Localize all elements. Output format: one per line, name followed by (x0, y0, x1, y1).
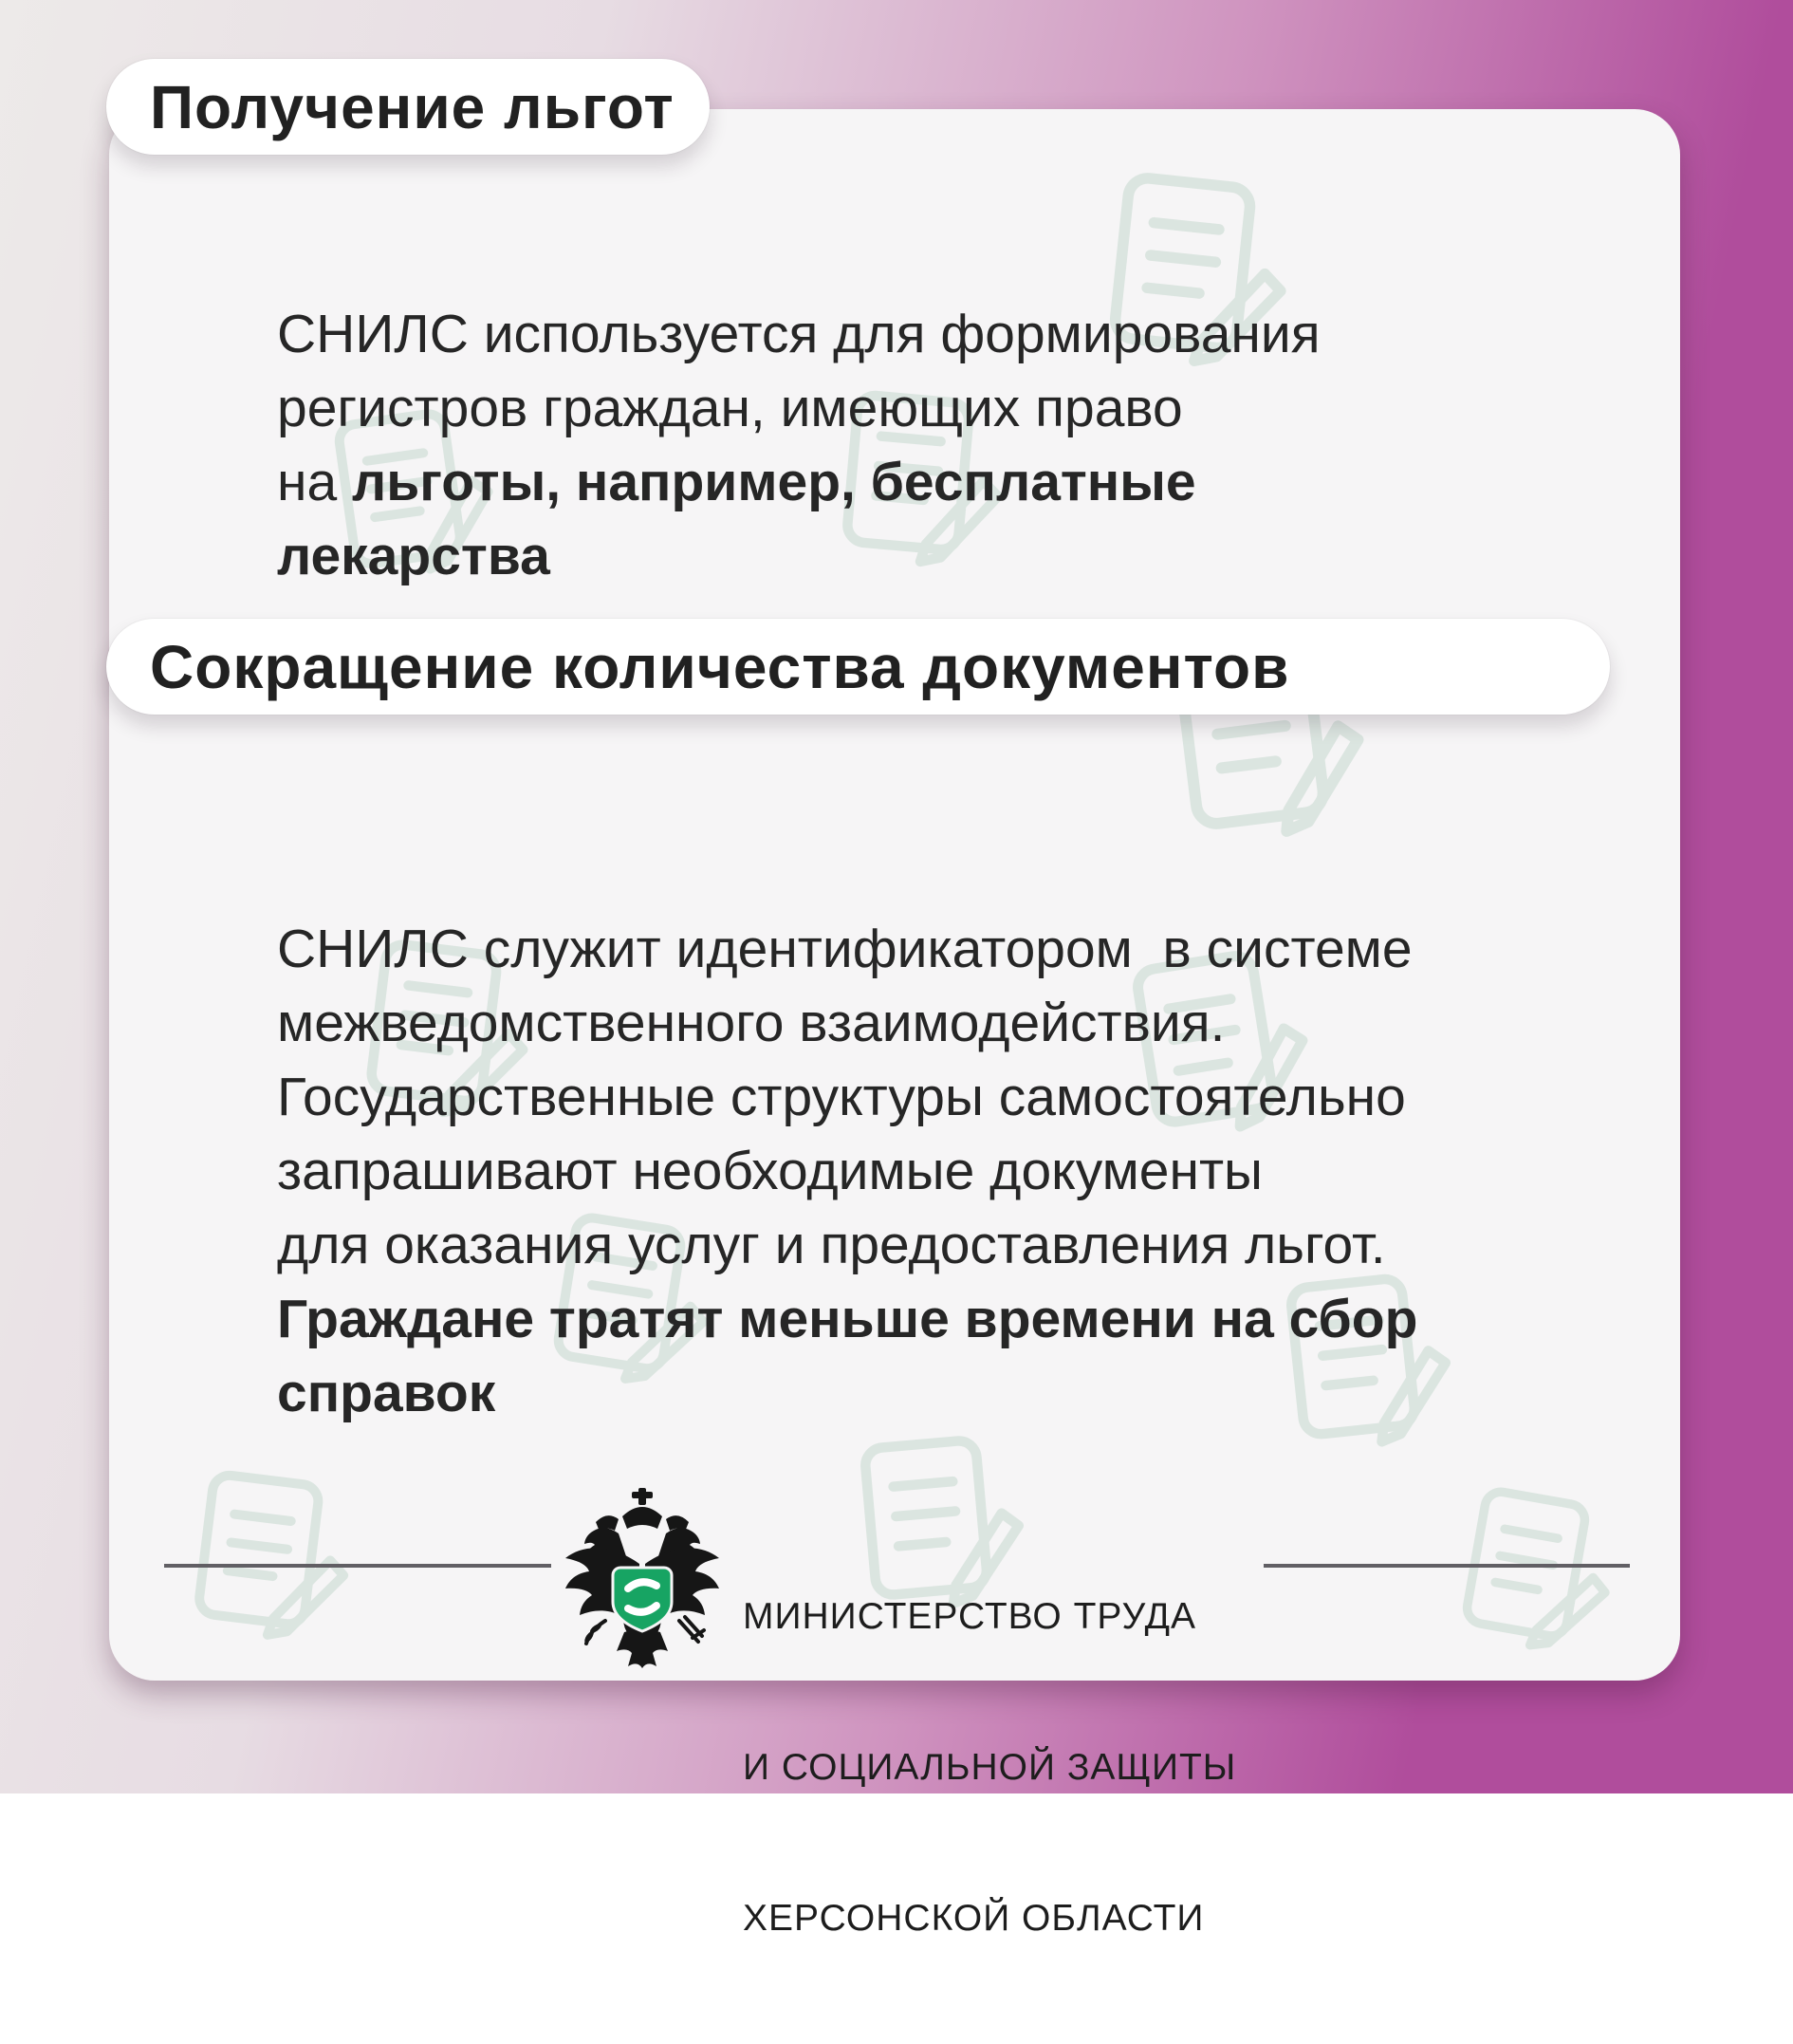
emblem-shield (613, 1568, 672, 1631)
body-text-line: межведомственного взаимодействия. (277, 993, 1226, 1053)
section-header-benefits (106, 59, 710, 155)
footer-divider-left (164, 1564, 551, 1568)
footer-divider-right (1264, 1564, 1630, 1568)
body-text-line: справок (277, 1363, 496, 1423)
double-headed-eagle-emblem-icon (562, 1488, 723, 1678)
body-text-line: СНИЛС используется для формирования (277, 304, 1321, 364)
body-text-line: запрашивают необходимые документы (277, 1141, 1264, 1201)
body-text-line: Государственные структуры самостоятельно (277, 1067, 1406, 1127)
body-text-line: на льготы, например, бесплатные (277, 452, 1196, 512)
benefits-paragraph (277, 297, 1321, 593)
body-text-line: для оказания услуг и предоставления льгот. (277, 1215, 1386, 1275)
ministry-name-line: ХЕРСОНСКОЙ ОБЛАСТИ (743, 1898, 1205, 1939)
body-text-line: регистров граждан, имеющих право (277, 378, 1183, 438)
ministry-name-line: МИНИСТЕРСТВО ТРУДА (743, 1596, 1197, 1637)
section-header-documents-label: Сокращение количества документов (150, 632, 1290, 701)
document-outline-icon (1428, 1466, 1636, 1675)
ministry-name (743, 1491, 1236, 2044)
content-card (109, 109, 1680, 1681)
section-header-documents (106, 619, 1610, 715)
body-text-line: Граждане тратят меньше времени на сбор (277, 1289, 1418, 1349)
documents-paragraph (277, 912, 1417, 1430)
ministry-name-line: И СОЦИАЛЬНОЙ ЗАЩИТЫ (743, 1747, 1237, 1788)
body-text-line: СНИЛС служит идентификатором в системе (277, 919, 1413, 979)
document-outline-icon (160, 1451, 372, 1663)
section-header-benefits-label: Получение льгот (150, 72, 675, 141)
body-text-line: лекарства (277, 526, 550, 586)
